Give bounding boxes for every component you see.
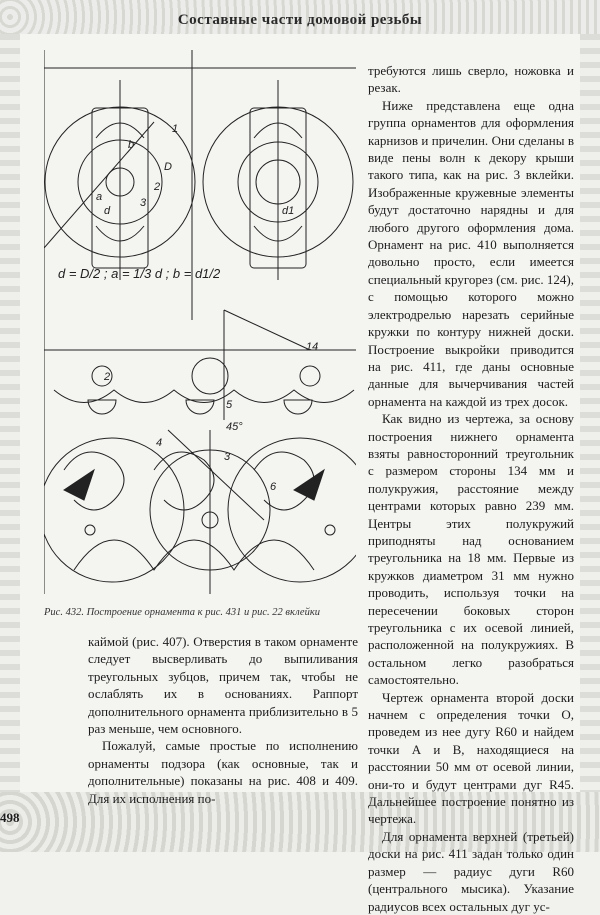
label-a: a <box>96 191 103 203</box>
label-2: 2 <box>154 181 161 193</box>
label-2-middle: 2 <box>104 371 111 383</box>
label-d1: d1 <box>282 205 295 217</box>
left-ornament-border <box>0 34 20 794</box>
paragraph: Ниже представлена еще одна группа орнаментов для оформления карнизов и причелин. Они сделаны в виде пены волн к декору крыши такого типа, как на рис. 3 вклейки. Изображенные кружевные элементы будут достаточно нарядны и для любого другого оформления дома. Орнамент на рис. 410 выполняется довольно просто, если имеется специальный кругорез (см. рис. 124), с помощью которого можно электродрелью нарезать серийные кружки по контуру нижней доски. Построение выкройки приводится на рис. 411, где даны основные данные для вычерчивания частей орнамента на каждой из трех досок. <box>368 97 574 409</box>
bottom-text-column <box>88 633 358 807</box>
figure-formula: d = D/2 ; a = 1/3 d ; b = d1/2 <box>58 266 221 281</box>
figure-caption: Рис. 432. Построение орнамента к рис. 431 и рис. 22 вклейки <box>44 607 320 618</box>
paragraph: Чертеж орнамента второй доски начнем с определения точки О, проведем из нее дугу R60 и найдем точки А и В, находящиеся на расстоянии 50 мм от осевой линии, они-то и будут центрами дуг R45. Дальнейшее построение понятно из чертежа. <box>368 689 574 827</box>
label-6: 6 <box>270 481 277 493</box>
paragraph: каймой (рис. 407). Отверстия в таком орнаменте следует высверливать до выпиливания треугольных зубцов, причем так, чтобы не ослаблять их в основаниях. Раппорт дополнительного орнамента приблизительно в 5 раз меньше, чем основного. <box>88 634 358 737</box>
paragraph: Для орнамента верхней (третьей) доски на рис. 411 задан только один размер — радиус дуги R60 (центрального мысика). Указание радиусов всех остальных дуг ус- <box>368 828 574 914</box>
label-3-lower: 3 <box>224 451 231 463</box>
label-45-degrees: 45° <box>226 421 243 433</box>
running-header: Составные части домовой резьбы <box>177 12 423 28</box>
right-text-column <box>368 62 574 915</box>
label-3: 3 <box>140 197 147 209</box>
label-4: 4 <box>156 437 163 449</box>
paragraph: Пожалуй, самые простые по исполнению орнаменты подзора (как основные, так и дополнительные) показаны на рис. 408 и 409. Для их исполнения по- <box>88 738 358 806</box>
label-1: 1 <box>172 123 179 135</box>
label-14: 14 <box>306 341 319 353</box>
ornament-construction-drawing <box>44 50 356 594</box>
label-b: b <box>128 139 135 151</box>
label-5: 5 <box>226 399 233 411</box>
label-D: D <box>164 161 172 173</box>
page-number: 498 <box>0 810 20 825</box>
right-ornament-border <box>580 34 600 794</box>
figure-432-drawing <box>44 50 356 594</box>
label-d: d <box>104 205 111 217</box>
paragraph: Как видно из чертежа, за основу построения нижнего орнамента взяты равносторонний треугольник с размером стороны 134 мм и полукружия, расстояние между центрами которых равно 239 мм. Центры этих полукружий приподняты над основанием треугольника на 18 мм. Первые из кружков диаметром 31 мм нужно проводить, используя точки на пересечении боковых сторон треугольника с их осевой линией, расположенной на полукружиях. В остальном легко разобраться самостоятельно. <box>368 411 574 688</box>
paragraph: требуются лишь сверло, ножовка и резак. <box>368 63 574 96</box>
